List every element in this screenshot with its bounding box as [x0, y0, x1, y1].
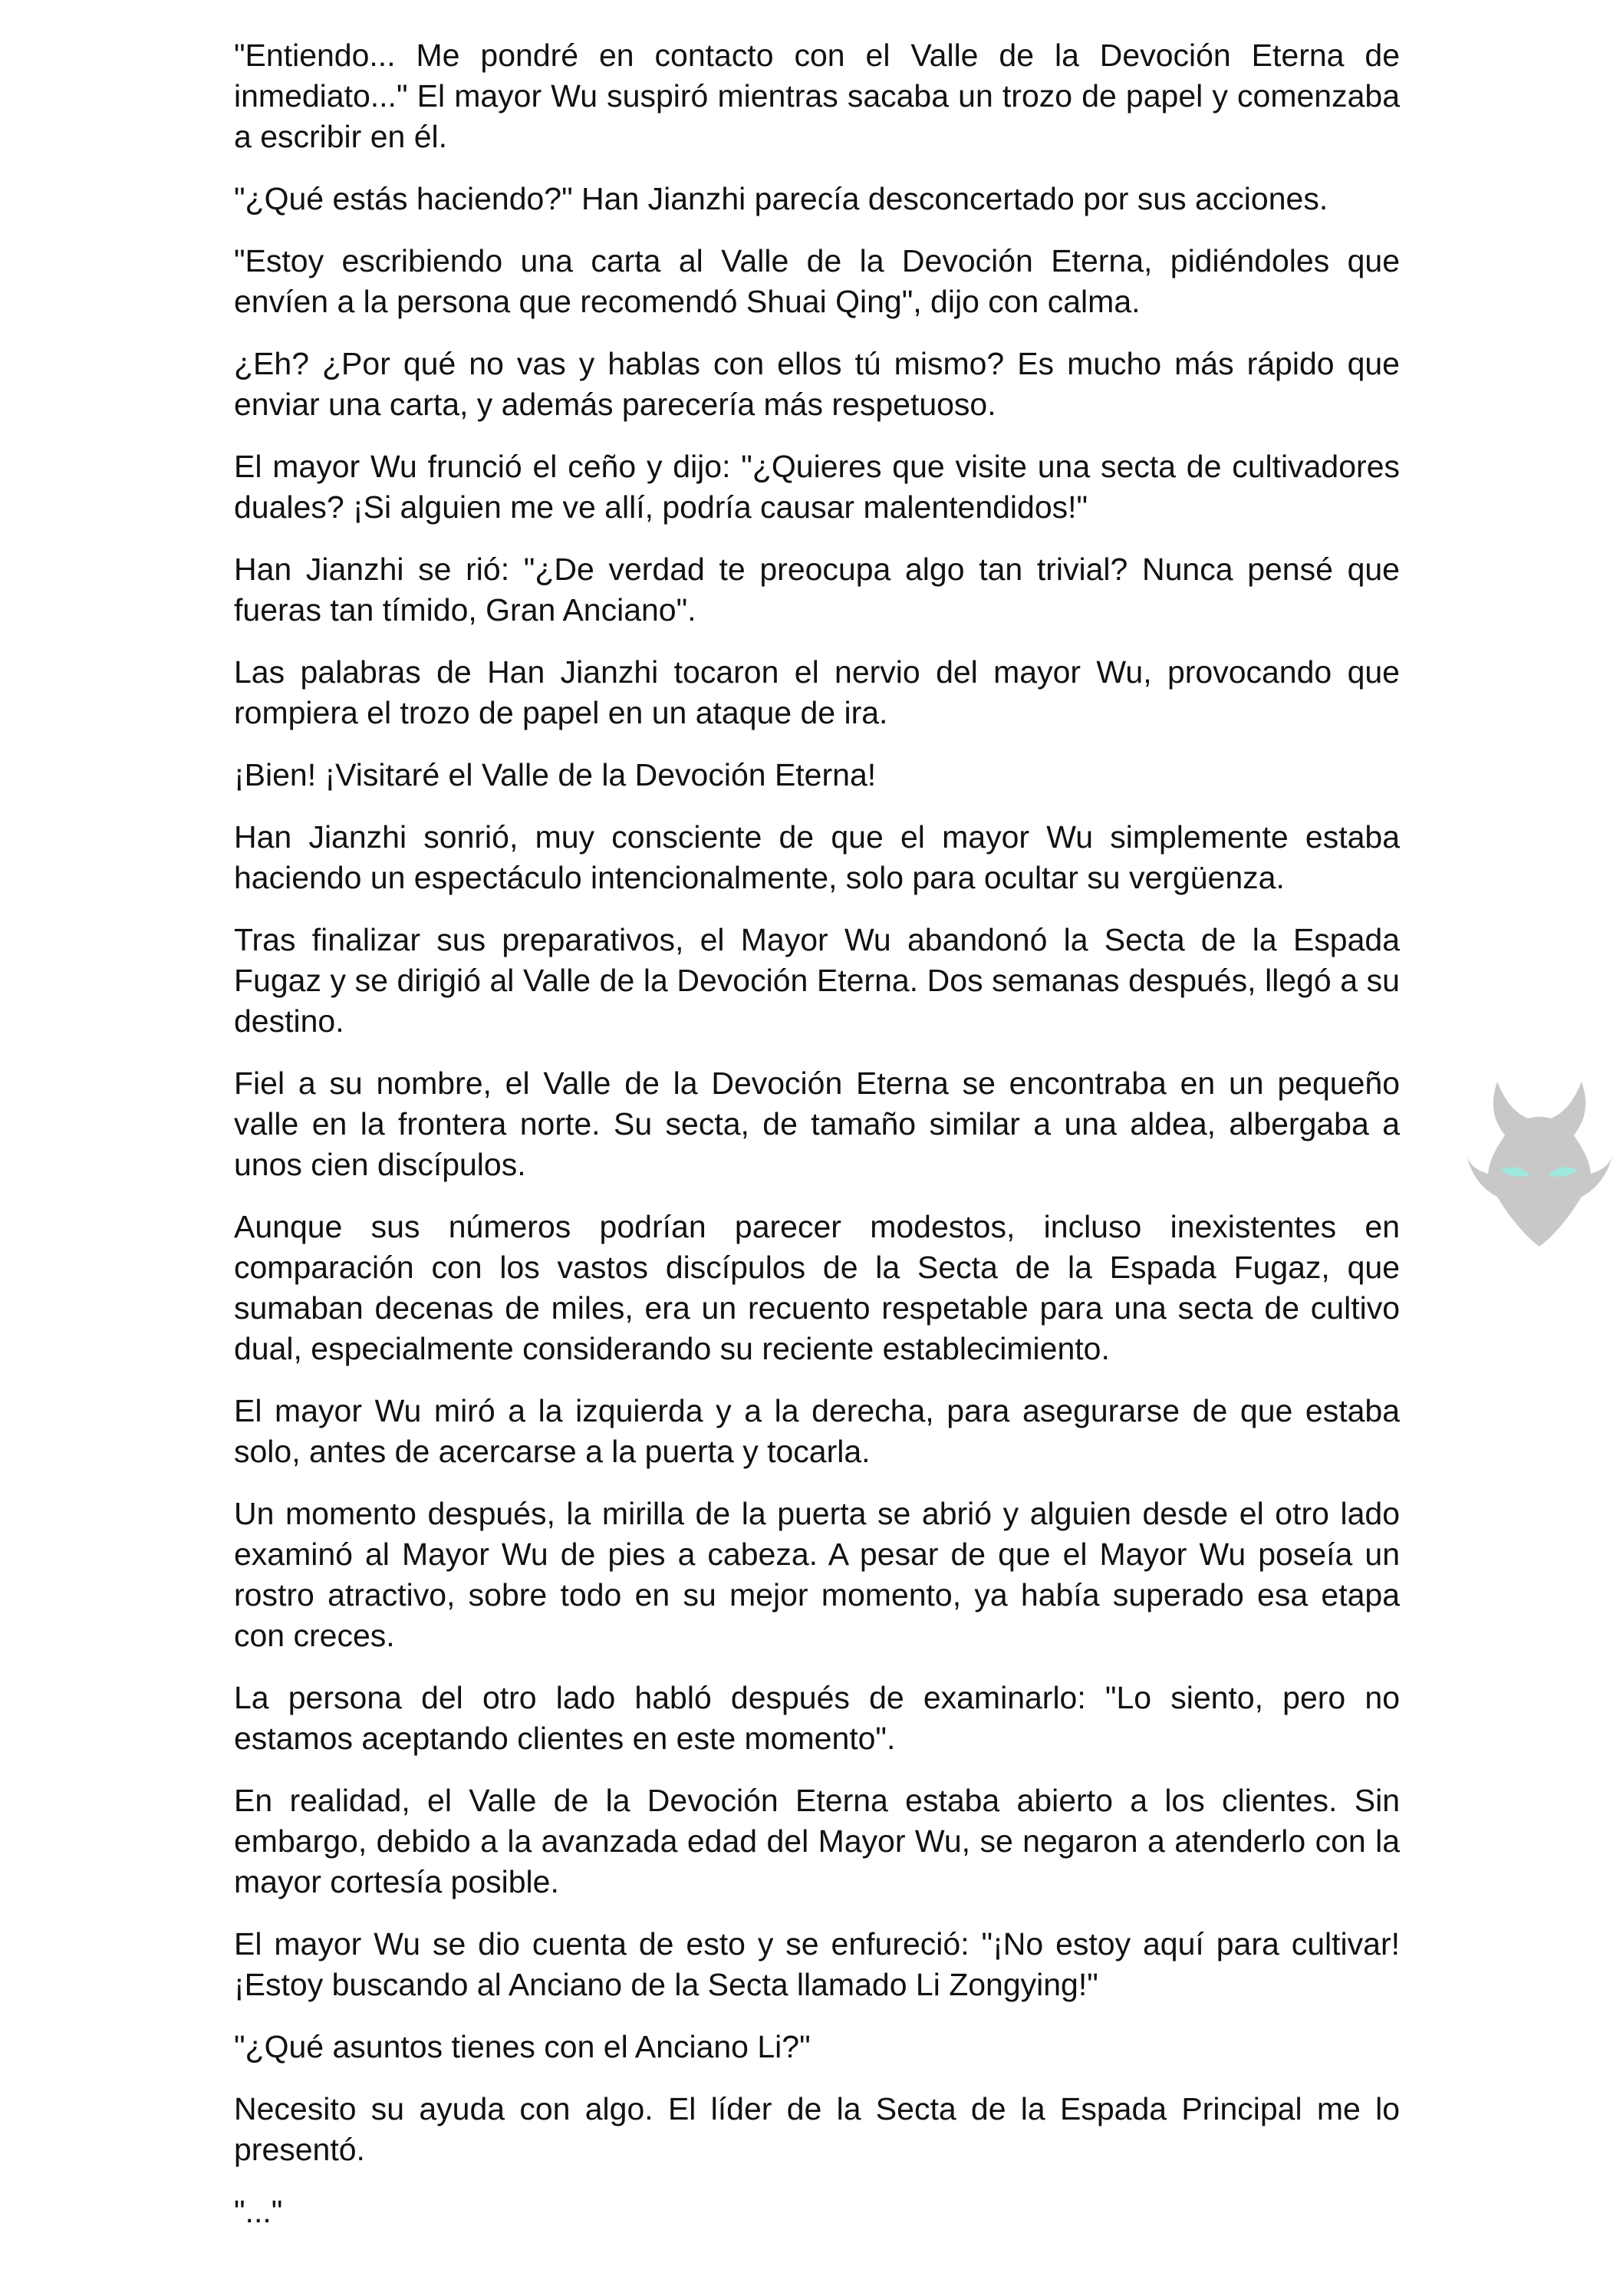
paragraph: Aunque sus números podrían parecer modestos, incluso inexistentes en comparación con los vastos discípulos de la Secta de la Espada Fugaz, que sumaban decenas de miles, era un recuento respetable para una secta de cultivo dual, especialmente considerando su reciente establecimiento. [234, 1209, 1400, 1366]
demon-head-icon [1467, 1074, 1612, 1250]
paragraph: "..." [234, 2194, 283, 2229]
paragraph: Han Jianzhi sonrió, muy consciente de que el mayor Wu simplemente estaba haciendo un espectáculo intencionalmente, solo para ocultar su vergüenza. [234, 819, 1400, 895]
paragraph: "¿Qué asuntos tienes con el Anciano Li?" [234, 2029, 811, 2064]
paragraph: Tras finalizar sus preparativos, el Mayor Wu abandonó la Secta de la Espada Fugaz y se dirigió al Valle de la Devoción Eterna. Dos semanas después, llegó a su destino. [234, 922, 1400, 1039]
paragraph: Han Jianzhi se rió: "¿De verdad te preocupa algo tan trivial? Nunca pensé que fueras tan tímido, Gran Anciano". [234, 552, 1400, 628]
paragraph: El mayor Wu se dio cuenta de esto y se enfureció: "¡No estoy aquí para cultivar! ¡Estoy buscando al Anciano de la Secta llamado Li Zongying!" [234, 1926, 1400, 2002]
paragraph: "Entiendo... Me pondré en contacto con el Valle de la Devoción Eterna de inmediato..." El mayor Wu suspiró mientras sacaba un trozo de papel y comenzaba a escribir en él. [234, 38, 1400, 154]
paragraph: Fiel a su nombre, el Valle de la Devoción Eterna se encontraba en un pequeño valle en la frontera norte. Su secta, de tamaño similar a una aldea, albergaba a unos cien discípulos. [234, 1066, 1400, 1182]
paragraph: Un momento después, la mirilla de la puerta se abrió y alguien desde el otro lado examinó al Mayor Wu de pies a cabeza. A pesar de que el Mayor Wu poseía un rostro atractivo, sobre todo en su mejor momento, ya había superado esa etapa con creces. [234, 1496, 1400, 1653]
document-body [234, 35, 1400, 2254]
paragraph: ¿Eh? ¿Por qué no vas y hablas con ellos tú mismo? Es mucho más rápido que enviar una carta, y además parecería más respetuoso. [234, 346, 1400, 422]
paragraph: La persona del otro lado habló después de examinarlo: "Lo siento, pero no estamos aceptando clientes en este momento". [234, 1680, 1400, 1756]
paragraph: ¡Bien! ¡Visitaré el Valle de la Devoción Eterna! [234, 757, 877, 792]
paragraph: Las palabras de Han Jianzhi tocaron el nervio del mayor Wu, provocando que rompiera el trozo de papel en un ataque de ira. [234, 654, 1400, 730]
paragraph: "Estoy escribiendo una carta al Valle de la Devoción Eterna, pidiéndoles que envíen a la persona que recomendó Shuai Qing", dijo con calma. [234, 243, 1400, 319]
paragraph: El mayor Wu miró a la izquierda y a la derecha, para asegurarse de que estaba solo, antes de acercarse a la puerta y tocarla. [234, 1393, 1400, 1469]
paragraph: El mayor Wu frunció el ceño y dijo: "¿Quieres que visite una secta de cultivadores duales? ¡Si alguien me ve allí, podría causar malentendidos!" [234, 449, 1400, 525]
paragraph: "¿Qué estás haciendo?" Han Jianzhi parecía desconcertado por sus acciones. [234, 181, 1328, 216]
paragraph: Necesito su ayuda con algo. El líder de la Secta de la Espada Principal me lo presentó. [234, 2091, 1400, 2167]
paragraph: En realidad, el Valle de la Devoción Eterna estaba abierto a los clientes. Sin embargo, debido a la avanzada edad del Mayor Wu, se negaron a atenderlo con la mayor cortesía posible. [234, 1783, 1400, 1899]
